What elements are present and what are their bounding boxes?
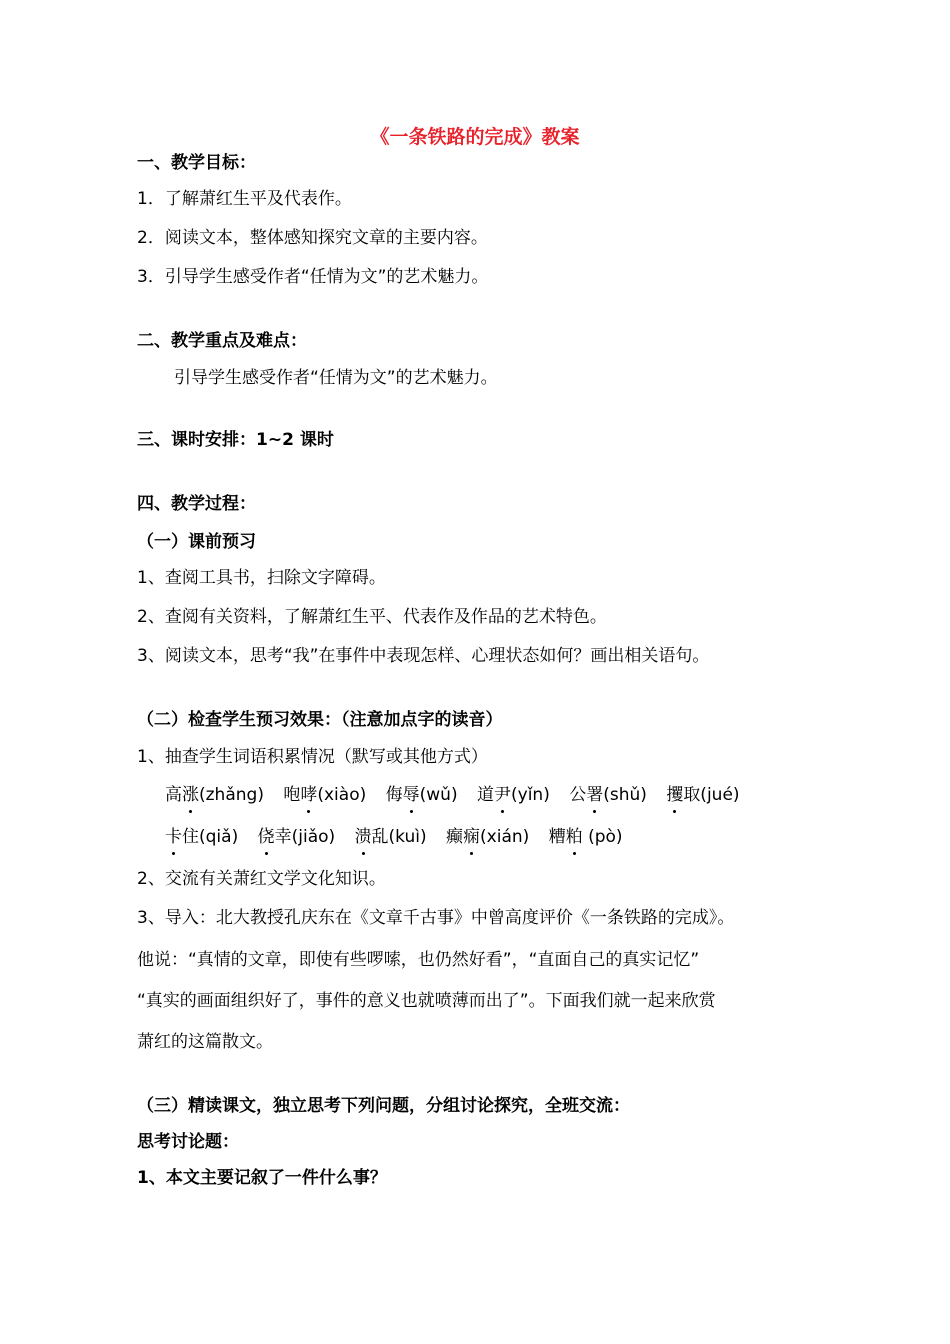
dotted-char: 攫 [666,785,684,805]
objective-item-1: 1．了解萧红生平及代表作。 [137,189,352,209]
vocab-row-2 [165,825,623,849]
check-item-3-line-1: 3、导入：北大教授孔庆东在《文章千古事》中曾高度评价《一条铁路的完成》。 [137,908,735,928]
dotted-char: 尹 [494,785,511,805]
check-item-3-line-3: “真实的画面组织好了，事件的意义也就喷薄而出了”。下面我们就一起来欣赏 [137,991,716,1011]
vocab-word: 高涨(zhǎng) [165,785,264,805]
check-item-2: 2、交流有关萧红文学文化知识。 [137,869,386,889]
vocab-word: 侮辱(wǔ) [385,785,458,805]
subsection-heading-close-reading: （三）精读课文，独立思考下列问题，分组讨论探究，全班交流： [137,1096,630,1116]
check-item-3-line-4: 萧红的这篇散文。 [137,1032,273,1052]
vocab-word: 癫痫(xián) [446,827,530,847]
subsection-heading-preview: （一）课前预习 [137,532,256,552]
dotted-char: 痫 [463,827,481,847]
discussion-question-1: 1、本文主要记叙了一件什么事？ [137,1168,387,1188]
vocab-word: 侥幸(jiǎo) [257,827,336,847]
preview-item-3: 3、阅读文本，思考“我”在事件中表现怎样、心理状态如何？画出相关语句。 [137,646,710,666]
dotted-char: 署 [586,785,604,805]
dotted-char: 卡 [165,827,182,847]
dotted-char: 溃 [354,827,372,847]
dotted-char: 粕 [565,827,583,847]
objective-item-3: 3．引导学生感受作者“任情为文”的艺术魅力。 [137,267,489,287]
vocab-word: 公署(shǔ) [569,785,647,805]
preview-item-2: 2、查阅有关资料，了解萧红生平、代表作及作品的艺术特色。 [137,607,607,627]
section-heading-process: 四、教学过程： [137,494,256,514]
section-heading-schedule: 三、课时安排：1~2 课时 [137,430,334,450]
document-title: 《一条铁路的完成》教案 [370,126,580,148]
check-item-3-line-2: 他说：“真情的文章，即使有些啰嗦，也仍然好看”，“直面自己的真实记忆” [137,950,700,970]
vocab-word: 溃乱(kuì) [354,827,427,847]
vocab-row-1 [165,783,740,807]
dotted-char: 涨 [182,785,199,805]
vocab-word: 咆哮(xiào) [283,785,367,805]
dotted-char: 哮 [300,785,318,805]
vocab-word: 糟粕 (pò) [548,827,623,847]
dotted-char: 侥 [257,827,275,847]
vocab-word: 卡住(qiǎ) [165,827,239,847]
check-item-1: 1、抽查学生词语积累情况（默写或其他方式） [137,747,488,767]
objective-item-2: 2．阅读文本，整体感知探究文章的主要内容。 [137,228,488,248]
dotted-char: 辱 [402,785,420,805]
section-heading-objectives: 一、教学目标： [137,153,256,173]
subsection-heading-check: （二）检查学生预习效果：（注意加点字的读音） [137,710,503,730]
discussion-subheading: 思考讨论题： [137,1132,239,1152]
key-points-text: 引导学生感受作者“任情为文”的艺术魅力。 [174,368,498,388]
vocab-word: 道尹(yǐn) [477,785,550,805]
vocab-word: 攫取(jué) [666,785,740,805]
section-heading-key-points: 二、教学重点及难点： [137,331,307,351]
preview-item-1: 1、查阅工具书，扫除文字障碍。 [137,568,386,588]
